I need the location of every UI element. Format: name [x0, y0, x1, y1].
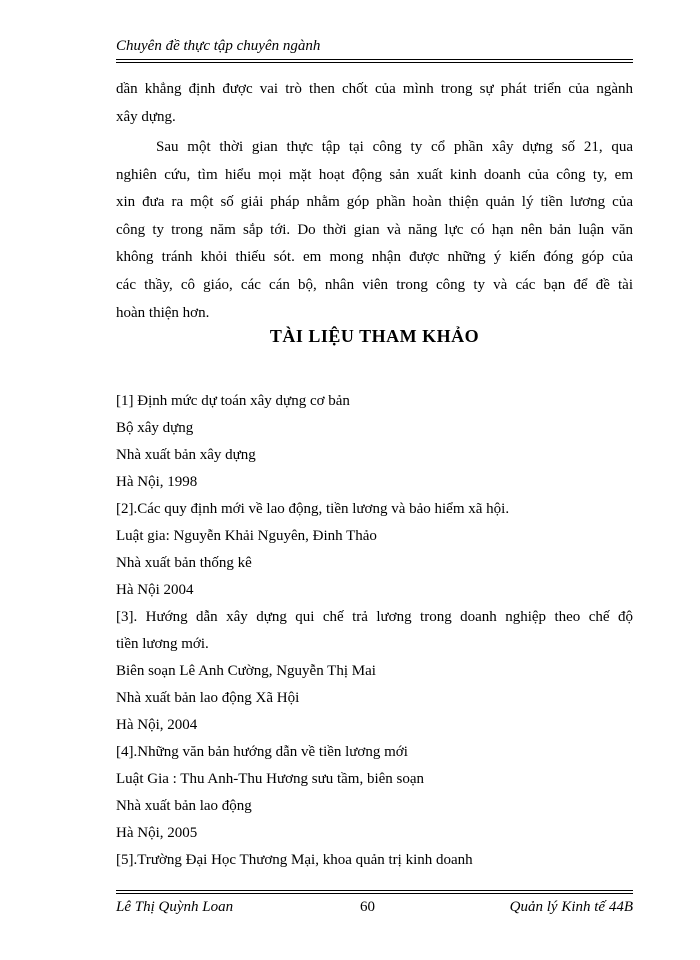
reference-line: Hà Nội, 1998 — [116, 474, 198, 490]
text-line: xin đưa ra một số giải pháp nhằm góp phần hoàn thiện quản lý tiền lương của — [116, 194, 633, 211]
footer-rule-bottom — [116, 893, 633, 894]
reference-line: Nhà xuất bản thống kê — [116, 555, 252, 571]
running-header: Chuyên đề thực tập chuyên ngành — [116, 38, 321, 54]
reference-line: Nhà xuất bản xây dựng — [116, 447, 256, 463]
references-list — [116, 388, 633, 874]
references-heading: TÀI LIỆU THAM KHẢO — [269, 326, 480, 346]
page-number: 60 — [360, 899, 375, 915]
text-line: các thầy, cô giáo, các cán bộ, nhân viên trong công ty và các bạn để đề tài — [116, 276, 633, 293]
reference-line: Hà Nội, 2004 — [116, 717, 198, 733]
reference-line: Biên soạn Lê Anh Cường, Nguyễn Thị Mai — [116, 663, 376, 679]
reference-line: [1] Định mức dự toán xây dựng cơ bản — [116, 393, 350, 409]
reference-line: Luật Gia : Thu Anh-Thu Hương sưu tầm, biên soạn — [116, 771, 425, 787]
reference-line: [2].Các quy định mới về lao động, tiền lương và bảo hiểm xã hội. — [116, 501, 510, 517]
reference-line: Nhà xuất bản lao động Xã Hội — [116, 690, 300, 706]
footer-rule-top — [116, 890, 633, 891]
reference-line: Hà Nội 2004 — [116, 582, 194, 598]
reference-line: tiền lương mới. — [116, 636, 209, 652]
reference-line: Hà Nội, 2005 — [116, 825, 198, 841]
text-line: không tránh khỏi thiếu sót. em mong nhận được những ý kiến đóng góp của — [116, 249, 633, 266]
text-line: dần khẳng định được vai trò then chốt của mình trong sự phát triển của ngành — [116, 81, 633, 97]
footer-author: Lê Thị Quỳnh Loan — [116, 899, 234, 915]
footer-class: Quản lý Kinh tế 44B — [509, 899, 633, 915]
text-line: xây dựng. — [116, 108, 176, 125]
text-line: Sau một thời gian thực tập tại công ty cổ phần xây dựng số 21, qua — [156, 139, 633, 155]
text-line: hoàn thiện hơn. — [116, 304, 210, 321]
text-line: nghiên cứu, tìm hiểu mọi mặt hoạt động sản xuất kinh doanh của công ty, em — [116, 166, 633, 183]
reference-line: Nhà xuất bản lao động — [116, 798, 252, 814]
header-rule-bottom — [116, 62, 633, 63]
body-paragraph-2 — [116, 134, 633, 327]
reference-line: [5].Trường Đại Học Thương Mại, khoa quản trị kinh doanh — [116, 852, 473, 868]
reference-line: Luật gia: Nguyễn Khải Nguyên, Đinh Thảo — [116, 528, 377, 544]
reference-line: [4].Những văn bản hướng dẫn về tiền lương mới — [116, 744, 408, 760]
header-rule-top — [116, 59, 633, 60]
reference-line: Bộ xây dựng — [116, 420, 194, 436]
reference-line: [3]. Hướng dẫn xây dựng qui chế trả lương trong doanh nghiệp theo chế độ — [116, 609, 633, 625]
body-paragraph-1 — [116, 76, 633, 131]
text-line: công ty trong năm sắp tới. Do thời gian và năng lực có hạn nên bản luận văn — [116, 221, 633, 238]
